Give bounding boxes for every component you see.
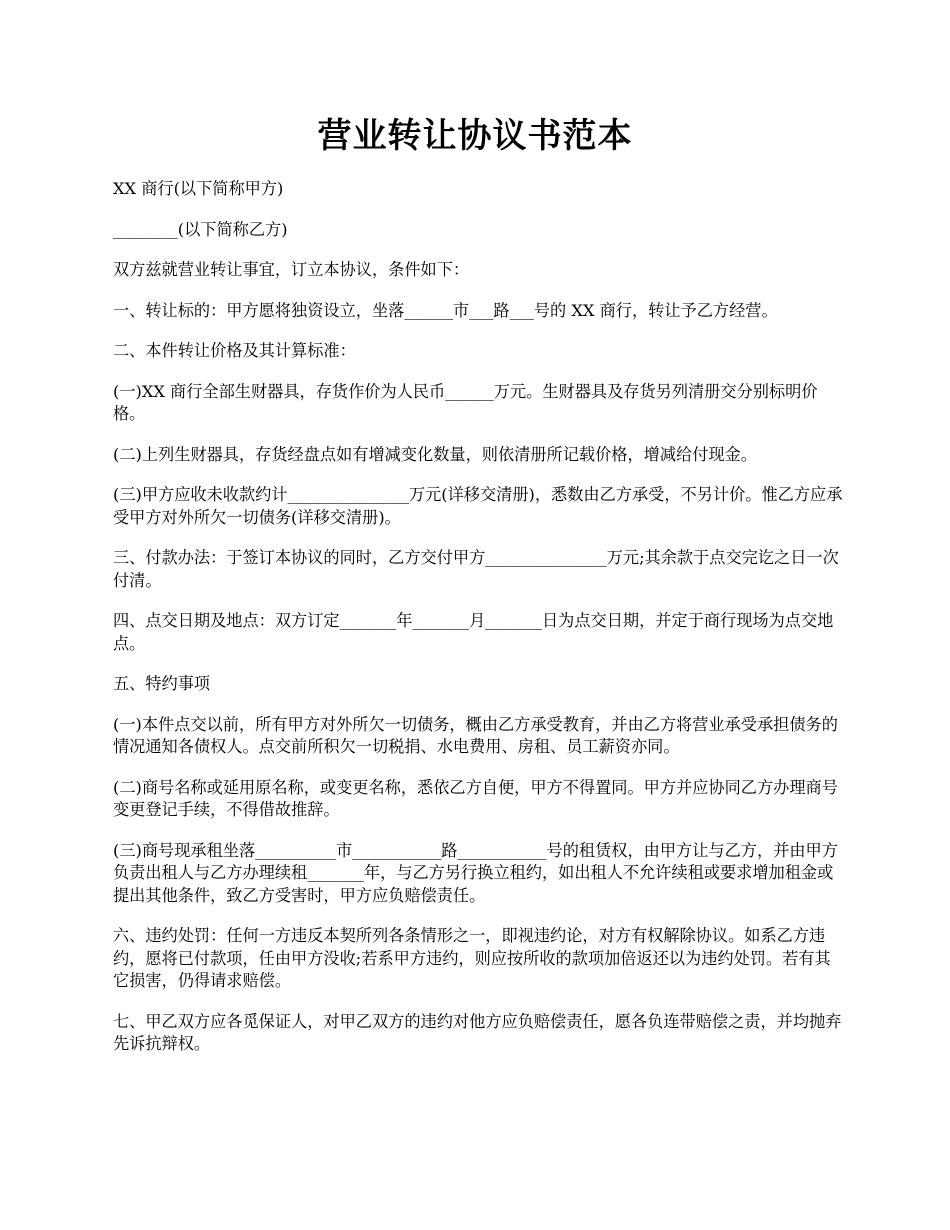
document-title: 营业转让协议书范本 [317,116,633,156]
party-a-line: XX 商行(以下简称甲方) [113,179,284,198]
document-body [113,178,845,1074]
clause-7-guarantor: 七、甲乙双方应各觅保证人，对甲乙双方的违约对他方应负赔偿责任，愿各负连带赔偿之责，并均抛弃先诉抗辩权。 [113,1011,842,1053]
clause-3-payment: 三、付款办法：于签订本协议的同时，乙方交付甲方_______________万元;其余款于点交完讫之日一次付清。 [113,548,839,590]
party-b-line: ________(以下简称乙方) [113,219,288,239]
clause-4-handover: 四、点交日期及地点：双方订定_______年_______月_______日为点交日期，并定于商行现场为点交地点。 [113,611,834,653]
intro-paragraph: 双方兹就营业转让事宜，订立本协议，条件如下： [113,260,470,279]
clause-2-item-1: (一)XX 商行全部生财器具，存货作价为人民币______万元。生财器具及存货另列清册交分别标明价格。 [113,381,818,423]
clause-6-breach: 六、违约处罚：任何一方违反本契所列各条情形之一，即视违约论，对方有权解除协议。如系乙方违约，愿将已付款项，任由甲方没收;若系甲方违约，则应按所收的款项加倍返还以为违约处罚。若有其它损害，仍得请求赔偿。 [113,926,831,990]
clause-5-item-3: (三)商号现承租坐落__________市___________路___________号的租赁权，由甲方让与乙方，并由甲方负责出租人与乙方办理续租_______年，与乙方另行换立租约，如出租人不允许续租或要求增加租金或提出其他条件，致乙方受害时，甲方应负赔偿责任。 [113,840,838,905]
clause-5-item-1: (一)本件点交以前，所有甲方对外所欠一切债务，概由乙方承受教育，并由乙方将营业承受承担债务的情况通知各债权人。点交前所积欠一切税捐、水电费用、房租、员工薪资亦同。 [113,714,838,756]
clause-5-heading: 五、特约事项 [113,674,211,693]
clause-5-item-2: (二)商号名称或延用原名称，或变更名称，悉依乙方自便，甲方不得置同。甲方并应协同乙方办理商号变更登记手续，不得借故推辞。 [113,777,838,819]
clause-1-transfer-subject: 一、转让标的：甲方愿将独资设立，坐落______市___路___号的 XX 商行，转让予乙方经营。 [113,300,778,320]
clause-2-item-3: (三)甲方应收未收款约计_______________万元(详移交清册)，悉数由乙方承受，不另计价。惟乙方应承受甲方对外所欠一切债务(详移交清册)。 [113,485,843,527]
clause-2-heading: 二、本件转让价格及其计算标准： [113,341,356,360]
clause-2-item-2: (二)上列生财器具，存货经盘点如有增减变化数量，则依清册所记载价格，增减给付现金。 [113,444,757,464]
